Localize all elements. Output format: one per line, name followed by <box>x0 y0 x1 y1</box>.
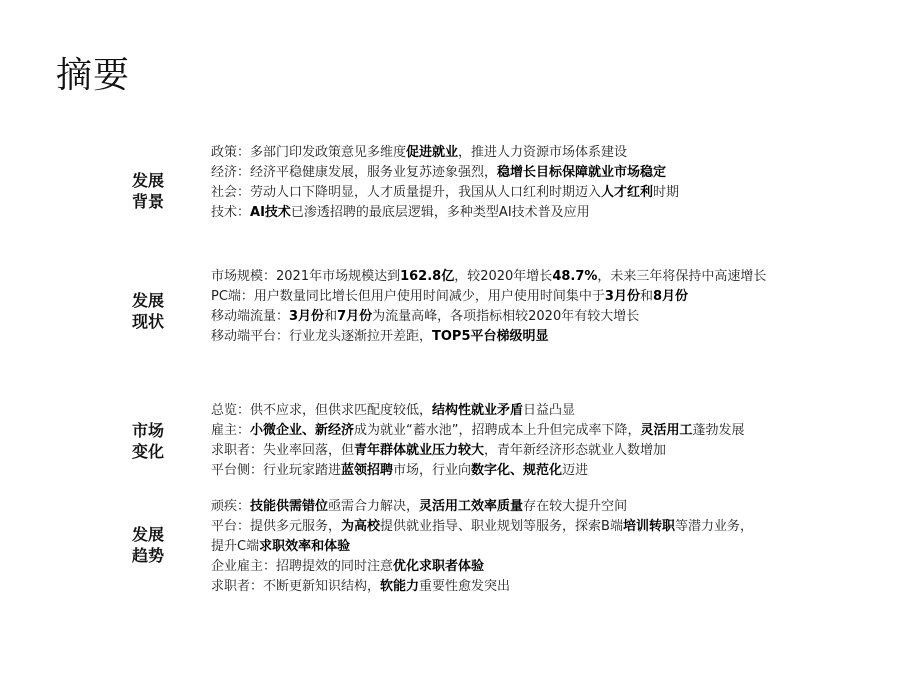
bullet-line <box>211 143 891 163</box>
emphasis-text: 7月份 <box>337 309 373 324</box>
section-label-trend <box>126 524 170 566</box>
emphasis-text: 求职效率和体验 <box>259 539 351 554</box>
line-text: ，推进人力资源市场体系建设 <box>458 145 628 160</box>
bullet-line <box>211 183 891 203</box>
section-label-background <box>126 170 170 212</box>
bullet-line <box>211 421 891 441</box>
emphasis-text: 3月份 <box>604 289 640 304</box>
line-text: 移动端平台：行业龙头逐渐拉开差距， <box>211 329 433 344</box>
emphasis-text: 优化求职者体验 <box>393 559 485 574</box>
line-text: 移动端流量： <box>211 309 290 324</box>
bullet-line <box>211 537 891 557</box>
emphasis-text: 灵活用工 <box>640 423 693 438</box>
bullet-line <box>211 267 891 287</box>
line-text: 求职者：不断更新知识结构， <box>211 579 381 594</box>
section-lines-status <box>211 267 891 347</box>
emphasis-text: 3月份 <box>289 309 325 324</box>
section-label-status <box>126 290 170 332</box>
line-text: 存在较大提升空间 <box>523 499 628 514</box>
emphasis-text: 8月份 <box>652 289 689 304</box>
emphasis-text: 人才红利 <box>601 185 654 200</box>
bullet-line <box>211 203 891 223</box>
line-text: 重要性愈发突出 <box>419 579 511 594</box>
section-lines-market-change <box>211 401 891 481</box>
bullet-line <box>211 327 891 347</box>
line-text: 成为就业“蓄水池”，招聘成本上升但完成率下降， <box>354 423 641 438</box>
emphasis-text: 蓝领招聘 <box>341 463 394 478</box>
bullet-line <box>211 557 891 577</box>
emphasis-text: 48.7% <box>552 269 598 284</box>
line-text: 社会：劳动人口下降明显，人才质量提升，我国从人口红利时期迈入 <box>211 185 602 200</box>
emphasis-text: 结构性就业矛盾 <box>432 403 524 418</box>
bullet-line <box>211 461 891 481</box>
section-label-line: 背景 <box>131 192 164 211</box>
section-label-line: 发展 <box>131 171 164 190</box>
emphasis-text: 稳增长目标保障就业市场稳定 <box>497 165 667 180</box>
section-lines-trend <box>211 497 891 597</box>
line-text: PC端：用户数量同比增长但用户使用时间减少，用户使用时间集中于 <box>211 289 605 304</box>
line-text: 等潜力业务， <box>674 519 753 534</box>
emphasis-text: 培训转职 <box>622 519 675 534</box>
line-text: 平台侧：行业玩家踏进 <box>211 463 342 478</box>
bullet-line <box>211 517 891 537</box>
section-label-line: 市场 <box>131 421 164 440</box>
bullet-line <box>211 307 891 327</box>
section-lines-background <box>211 143 891 223</box>
line-text: 顽疾： <box>211 499 251 514</box>
bullet-line <box>211 441 891 461</box>
line-text: 亟需合力解决， <box>328 499 420 514</box>
line-text: 求职者：失业率回落，但 <box>211 443 355 458</box>
emphasis-text: 技能供需错位 <box>250 499 329 514</box>
emphasis-text: 为高校 <box>341 519 381 534</box>
line-text: 市场，行业向 <box>393 463 472 478</box>
line-text: 提供就业指导、职业规划等服务，探索B端 <box>380 519 623 534</box>
emphasis-text: TOP5平台梯级明显 <box>432 329 549 344</box>
line-text: 雇主： <box>211 423 251 438</box>
line-text: 政策：多部门印发政策意见多维度 <box>211 145 407 160</box>
line-text: 和 <box>324 309 338 324</box>
line-text: ，青年新经济形态就业人数增加 <box>484 443 667 458</box>
bullet-line <box>211 497 891 517</box>
section-label-market-change <box>126 420 170 462</box>
section-label-line: 发展 <box>131 291 164 310</box>
line-text: 经济：经济平稳健康发展，服务业复苏迹象强烈， <box>211 165 498 180</box>
line-text: 已渗透招聘的最底层逻辑，多种类型AI技术普及应用 <box>290 205 590 220</box>
bullet-line <box>211 577 891 597</box>
bullet-line <box>211 287 891 307</box>
line-text: 迈进 <box>562 463 589 478</box>
section-label-line: 发展 <box>131 525 164 544</box>
emphasis-text: 青年群体就业压力较大 <box>354 443 485 458</box>
line-text: 市场规模：2021年市场规模达到 <box>211 269 401 284</box>
emphasis-text: 小微企业、新经济 <box>250 423 355 438</box>
emphasis-text: 软能力 <box>380 579 420 594</box>
line-text: 和 <box>639 289 653 304</box>
line-text: 技术： <box>211 205 251 220</box>
line-text: 企业雇主：招聘提效的同时注意 <box>211 559 394 574</box>
bullet-line <box>211 163 891 183</box>
line-text: 总览：供不应求，但供求匹配度较低， <box>211 403 433 418</box>
line-text: 日益凸显 <box>523 403 576 418</box>
line-text: 提升C端 <box>211 539 260 554</box>
emphasis-text: 促进就业 <box>406 145 459 160</box>
bullet-line <box>211 401 891 421</box>
emphasis-text: AI技术 <box>250 205 291 220</box>
emphasis-text: 灵活用工效率质量 <box>419 499 524 514</box>
emphasis-text: 数字化、规范化 <box>471 463 563 478</box>
section-label-line: 变化 <box>131 442 164 461</box>
section-label-line: 趋势 <box>131 546 164 565</box>
section-label-line: 现状 <box>131 312 164 331</box>
line-text: 为流量高峰，各项指标相较2020年有较大增长 <box>372 309 640 324</box>
emphasis-text: 162.8亿 <box>400 269 455 284</box>
line-text: ，未来三年将保持中高速增长 <box>597 269 767 284</box>
line-text: 平台：提供多元服务， <box>211 519 342 534</box>
line-text: ，较2020年增长 <box>454 269 553 284</box>
page-title: 摘要 <box>56 55 131 96</box>
line-text: 蓬勃发展 <box>692 423 745 438</box>
line-text: 时期 <box>653 185 680 200</box>
